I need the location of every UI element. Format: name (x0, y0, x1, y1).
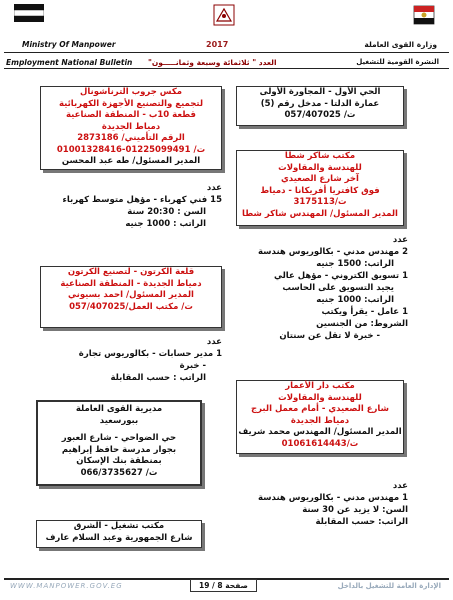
job-line: الراتب: 1000 جنيه (316, 295, 394, 305)
box-line: للهندسة والمقاولات (278, 392, 362, 403)
box-line: عمارة الدلتا - مدخل رقم (5) (260, 98, 380, 109)
box-line: للهندسة والمقاولات (278, 162, 362, 173)
box-line: فوق كافتريا أفريكانا - دمياط (260, 185, 380, 196)
job-line: الراتب: حسب المقابلة (315, 517, 408, 527)
box-line: قلعة الكرتون - لتصنيع الكرتون (67, 267, 195, 277)
eagle-emblem-icon (411, 4, 437, 26)
website-link[interactable]: WWW.MANPOWER.GOV.EG (10, 582, 123, 590)
directorate-box-port-said (36, 400, 202, 486)
box-line: لتجميع والتصنيع الأجهزة الكهربائية (58, 98, 204, 109)
employer-box-shaker-shatta (236, 150, 404, 226)
office-box-east (36, 520, 202, 548)
job-line: السن: لا يزيد عن 30 سنة (302, 505, 408, 515)
box-phone: ت/ 01225099491-01001328416 (56, 144, 206, 155)
job-list-accounts (12, 336, 222, 384)
bulletin-year: 2017 (206, 40, 229, 49)
box-manager: المدير المسئول/ طه عبد المحسن (61, 156, 201, 166)
job-line: 1 مدير حسابات - بكالوريوس تجارة (78, 349, 222, 359)
department-name: الإدارة العامة للتشغيل بالداخل (337, 582, 441, 590)
job-line: 2 مهندس مدني - بكالوريوس هندسة (258, 247, 408, 257)
box-line: مديرية القوى العاملة (75, 404, 163, 414)
box-phone: ت/01061614443 (281, 438, 359, 449)
header-divider (4, 52, 449, 53)
issue-number: العدد " ثلاثمائة وسبعة وثمانـــــون" (148, 58, 277, 67)
egypt-flag-icon (14, 4, 44, 22)
job-line: الراتب: 1500 جنيه (316, 259, 394, 269)
job-line: - خبرة (179, 361, 206, 371)
job-line: 1 تسويق الكتروني - مؤهل عالي (273, 271, 408, 281)
box-line: مكتب شاكر شطا (284, 151, 356, 161)
job-line: - خبرة لا تقل عن سنتان (279, 331, 380, 341)
count-label: عدد (206, 183, 222, 193)
box-manager: المدير المسئول/ احمد بسيوني (68, 290, 194, 300)
box-line: دمياط الجديدة - المنطقة الصناعية (60, 278, 202, 289)
box-line: بجوار مدرسة حافظ إبراهيم (61, 444, 177, 455)
job-list-engineers (232, 234, 408, 342)
box-line: بمنطقة بنك الإسكان (76, 456, 162, 466)
box-phone: ت/ 066/3735627 (80, 467, 158, 478)
bulletin-name-en: Employment National Bulletin (6, 58, 133, 67)
job-line: 15 فني كهرباء - مؤهل متوسط كهرباء (62, 195, 222, 205)
box-line: حي الضواحي - شارع العبور (61, 433, 177, 443)
job-list-civil-engineer (232, 480, 408, 528)
box-line: مكس جروب الترناشونال (79, 87, 183, 97)
box-line: ببورسعيد (99, 415, 139, 426)
page-footer (4, 578, 449, 594)
box-line: دمياط الجديدة (290, 415, 350, 426)
box-line: آخر شارع الصعيدي (281, 174, 359, 184)
employer-box-carton-castle (40, 266, 222, 328)
page-number: صفحة 8 / 19 (190, 579, 257, 592)
count-label: عدد (392, 481, 408, 491)
box-line: قطعة 10ب - المنطقة الصناعية (66, 110, 196, 120)
job-line: الشروط: من الجنسين (316, 319, 408, 329)
box-manager: المدير المسئول/ المهندس شاكر شطا (242, 208, 398, 219)
box-line: مكتب تشغيل - الشرق (73, 521, 165, 531)
box-manager: المدير المسئول/ المهندس محمد شريف (238, 427, 402, 437)
box-line: الرقم التأميني/ 2873186 (77, 133, 185, 143)
employer-box-mix-group (40, 86, 222, 170)
box-line: شارع الصعيدي - أمام معمل البرج (251, 404, 389, 414)
page-header (0, 0, 453, 70)
job-list-electricians (12, 182, 222, 230)
job-line: الراتب : 1000 جنيه (125, 219, 206, 229)
employer-box-dar-alaamar (236, 380, 404, 454)
bulletin-name-ar: النشرة القومية للتشغيل (356, 58, 439, 66)
box-phone: ت/ 057/407025 (284, 110, 356, 120)
header-divider-bottom (4, 68, 449, 69)
box-line: الحي الأول - المجاورة الأولى (259, 87, 381, 97)
box-line: شارع الجمهورية وعبد السلام عارف (45, 532, 193, 543)
job-line: 1 عامل - يقرأ ويكتب (321, 307, 408, 317)
job-line: السن : 20:30 سنة (127, 207, 206, 217)
ministry-name-ar: وزارة القوى العاملة (364, 40, 437, 49)
ministry-name-en: Ministry Of Manpower (22, 40, 116, 49)
ministry-logo-icon (213, 4, 235, 26)
count-label: عدد (392, 235, 408, 245)
job-line: الراتب : حسب المقابلة (110, 373, 206, 383)
count-label: عدد (206, 337, 222, 347)
box-phone: ت/3175113 (293, 197, 347, 207)
box-line: مكتب دار الأعمار (285, 381, 355, 391)
job-line: يجيد التسويق على الحاسب (282, 283, 394, 293)
job-line: 1 مهندس مدني - بكالوريوس هندسة (258, 493, 408, 503)
address-box-delta (236, 86, 404, 126)
box-phone: ت/ مكتب العمل/057/407025 (69, 301, 193, 312)
box-line: دمياط الجديدة (101, 121, 161, 132)
